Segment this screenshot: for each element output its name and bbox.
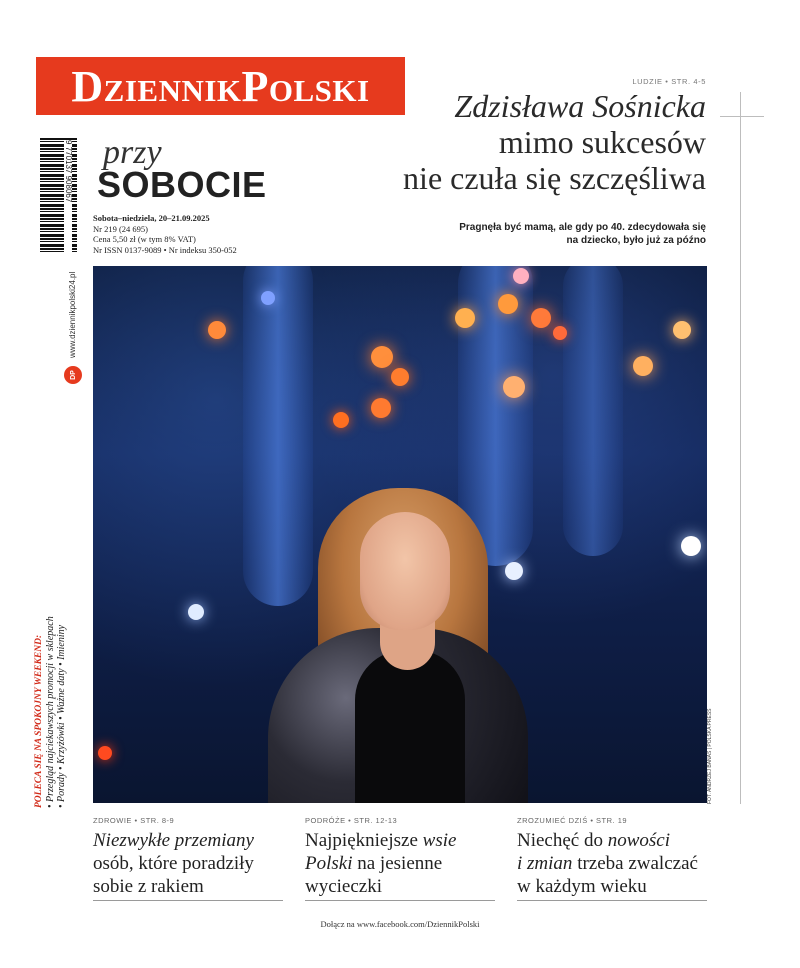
stage-light: [673, 321, 691, 339]
stage-light: [681, 536, 701, 556]
masthead: [36, 57, 405, 115]
stage-light: [503, 376, 525, 398]
stage-pillar: [563, 266, 623, 556]
barcode-number: 9 770137 908067: [64, 140, 72, 252]
photo-credit: FOT. ANDRZEJ BANAŚ | POLSKA PRESS: [707, 708, 713, 804]
teaser-rule: [517, 900, 707, 901]
stage-light: [371, 398, 391, 418]
teaser-kicker: PODRÓŻE • STR. 12-13: [305, 816, 398, 825]
stage-light: [498, 294, 518, 314]
issue-info: [93, 213, 237, 255]
supplement-przy: przy: [103, 134, 162, 171]
side-recommendations: [34, 616, 67, 808]
dp-logo-icon: DP: [64, 366, 82, 384]
headline-sub-line1: Pragnęła być mamą, ale gdy po 40. zdecydowała się: [459, 222, 706, 233]
issue-issn: Nr ISSN 0137-9089 • Nr indeksu 350-052: [93, 244, 237, 255]
headline-line3: nie czuła się szczęśliwa: [403, 160, 706, 196]
stage-pillar: [243, 266, 313, 606]
teaser-understand-today[interactable]: [517, 816, 707, 898]
crop-mark-vertical: [740, 92, 741, 804]
teaser-rest: trzeba zwalczać w każdym wieku: [517, 853, 698, 897]
teaser-italic-2: Polski: [305, 853, 353, 874]
teaser-rule: [93, 900, 283, 901]
stage-light: [553, 326, 567, 340]
teaser-italic: nowości: [607, 830, 671, 851]
poleca-line2: • Porady • Krzyżówki • Ważne daty • Imieniny: [56, 624, 67, 808]
supplement-brand: [97, 136, 267, 203]
singer-face: [360, 512, 450, 630]
teaser-rest: osób, które poradziły sobie z rakiem: [93, 853, 254, 897]
issue-price: Cena 5,50 zł (w tym 8% VAT): [93, 234, 196, 244]
headline-sub-line2: na dziecko, było już za późno: [566, 235, 706, 246]
teaser-pre: Niechęć do: [517, 830, 603, 851]
teaser-text: [93, 829, 283, 898]
stage-light: [513, 268, 529, 284]
stage-light: [261, 291, 275, 305]
stage-light: [333, 412, 349, 428]
stage-light: [98, 746, 112, 760]
teaser-text: [305, 829, 495, 898]
teaser-pre: Najpiękniejsze: [305, 830, 418, 851]
crop-mark-horizontal: [720, 116, 764, 117]
headline-line2: mimo sukcesów: [498, 124, 706, 160]
stage-light: [505, 562, 523, 580]
poleca-line1: • Przegląd najciekawszych promocji w sklepach: [45, 616, 56, 808]
cover-photo[interactable]: [93, 266, 707, 803]
stage-light: [391, 368, 409, 386]
teaser-rule: [305, 900, 495, 901]
singer-top: [355, 650, 465, 803]
issue-number: Nr 219 (24 695): [93, 223, 149, 234]
teaser-travel[interactable]: [305, 816, 495, 898]
teaser-italic: wsie: [422, 830, 457, 851]
stage-light: [633, 356, 653, 376]
teaser-italic-2: i zmian: [517, 853, 573, 874]
stage-light: [455, 308, 475, 328]
supplement-sobocie: SOBOCIE: [97, 164, 267, 205]
stage-light: [371, 346, 393, 368]
stage-light: [188, 604, 204, 620]
facebook-link[interactable]: Dołącz na www.facebook.com/DziennikPolski: [320, 919, 480, 929]
headline-title[interactable]: [403, 88, 706, 196]
issue-date: Sobota–niedziela, 20–21.09.2025: [93, 213, 210, 223]
teaser-rest: na jesienne wycieczki: [305, 853, 443, 897]
stage-light: [208, 321, 226, 339]
headline-name: Zdzisława Sośnicka: [454, 88, 706, 124]
headline-subtitle: [459, 221, 706, 247]
headline-kicker: LUDZIE • STR. 4-5: [632, 77, 706, 86]
website-url[interactable]: www.dziennikpolski24.pl: [68, 271, 77, 358]
teaser-italic: Niezwykłe przemiany: [93, 830, 254, 851]
teaser-kicker: ZROZUMIEĆ DZIŚ • STR. 19: [517, 816, 628, 825]
masthead-title: DziennikPolski: [71, 61, 370, 111]
poleca-title: POLECA SIĘ NA SPOKOJNY WEEKEND:: [34, 634, 44, 808]
teaser-text: [517, 829, 707, 898]
stage-light: [531, 308, 551, 328]
teaser-kicker: ZDROWIE • STR. 8-9: [93, 816, 175, 825]
teaser-health[interactable]: [93, 816, 283, 898]
